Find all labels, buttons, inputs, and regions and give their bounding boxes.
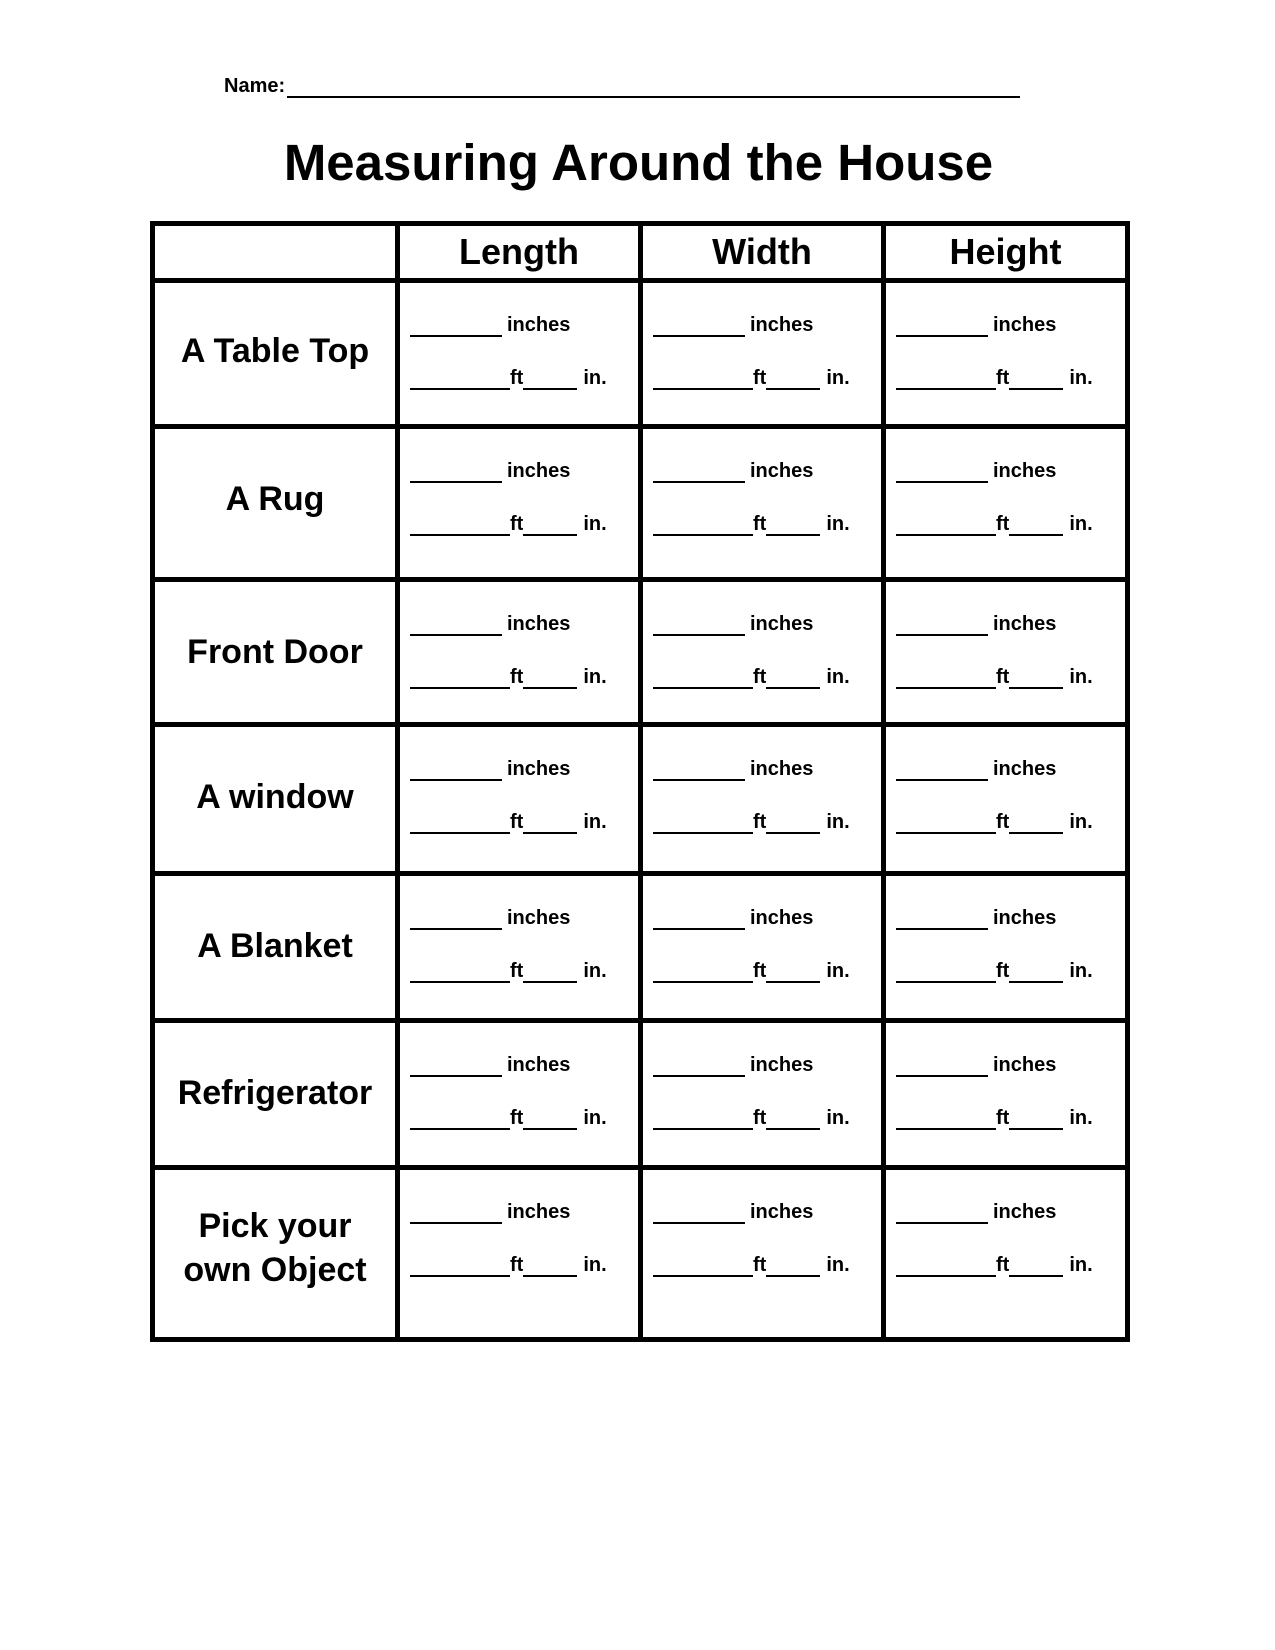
inches-unit-label: inches [750,460,814,482]
inches-blank[interactable] [896,1055,988,1077]
in-unit-label: in. [583,1254,607,1276]
feet-inches-line [410,1253,638,1277]
feet-blank[interactable] [653,1108,753,1130]
feet-unit-label: ft [510,367,524,389]
measurement-cell-length [398,1021,641,1168]
feet-blank[interactable] [896,667,996,689]
inches-line [896,1200,1125,1224]
feet-unit-label: ft [996,960,1010,982]
measurement-cell-length [398,281,641,427]
remaining-inches-blank[interactable] [523,812,577,834]
in-unit-label: in. [1069,513,1093,535]
remaining-inches-blank[interactable] [523,1255,577,1277]
inches-line [896,757,1125,781]
in-unit-label: in. [1069,960,1093,982]
feet-unit-label: ft [510,811,524,833]
feet-inches-line [653,1106,881,1130]
in-unit-label: in. [1069,811,1093,833]
inches-line [410,313,638,337]
measurement-cell-height [884,281,1128,427]
measurement-fields [886,1200,1125,1277]
inches-blank[interactable] [653,1202,745,1224]
table-row [153,1021,1128,1168]
inches-line [653,1053,881,1077]
row-item-label: A Table Top [153,281,398,427]
feet-unit-label: ft [753,1254,767,1276]
name-blank[interactable] [287,74,1020,98]
header-cell-width: Width [641,224,884,281]
feet-unit-label: ft [753,367,767,389]
header-cell-length: Length [398,224,641,281]
measurement-fields [643,906,881,983]
in-unit-label: in. [583,960,607,982]
inches-line [653,313,881,337]
inches-line [410,906,638,930]
feet-blank[interactable] [410,961,510,983]
feet-blank[interactable] [653,368,753,390]
inches-blank[interactable] [410,908,502,930]
inches-blank[interactable] [896,315,988,337]
inches-unit-label: inches [993,460,1057,482]
feet-inches-line [896,810,1125,834]
feet-blank[interactable] [410,812,510,834]
feet-blank[interactable] [410,1255,510,1277]
row-item-label: A Rug [153,427,398,580]
feet-inches-line [896,1253,1125,1277]
inches-line [653,906,881,930]
feet-blank[interactable] [410,667,510,689]
measurement-fields [643,612,881,689]
feet-unit-label: ft [510,1107,524,1129]
measurement-cell-height [884,1168,1128,1340]
feet-unit-label: ft [996,1254,1010,1276]
inches-line [410,612,638,636]
feet-blank[interactable] [896,812,996,834]
inches-unit-label: inches [750,1054,814,1076]
remaining-inches-blank[interactable] [523,1108,577,1130]
measurement-fields [400,757,638,834]
feet-unit-label: ft [753,811,767,833]
in-unit-label: in. [826,811,850,833]
remaining-inches-blank[interactable] [523,961,577,983]
feet-unit-label: ft [510,513,524,535]
name-field [224,74,1020,98]
measurement-fields [886,757,1125,834]
remaining-inches-blank[interactable] [766,667,820,689]
header-row [153,224,1128,281]
inches-unit-label: inches [507,907,571,929]
in-unit-label: in. [1069,1254,1093,1276]
in-unit-label: in. [583,666,607,688]
measurement-fields [400,612,638,689]
measurement-cell-width [641,725,884,874]
inches-unit-label: inches [507,1054,571,1076]
measurement-fields [400,1200,638,1277]
in-unit-label: in. [826,666,850,688]
measurement-cell-length [398,427,641,580]
feet-blank[interactable] [410,368,510,390]
table-row [153,281,1128,427]
table-row [153,725,1128,874]
feet-inches-line [653,665,881,689]
inches-line [896,612,1125,636]
in-unit-label: in. [826,367,850,389]
measurement-cell-length [398,725,641,874]
inches-unit-label: inches [507,1201,571,1223]
feet-unit-label: ft [996,1107,1010,1129]
inches-line [410,1200,638,1224]
measurement-table [150,221,1130,1342]
feet-blank[interactable] [896,961,996,983]
measurement-cell-length [398,874,641,1021]
inches-blank[interactable] [896,614,988,636]
measurement-fields [643,757,881,834]
feet-unit-label: ft [510,1254,524,1276]
inches-blank[interactable] [410,1202,502,1224]
inches-unit-label: inches [993,1054,1057,1076]
inches-line [410,1053,638,1077]
row-item-label: Refrigerator [153,1021,398,1168]
name-label: Name: [224,75,286,97]
row-item-label: Pick your own Object [153,1168,398,1340]
page-title: Measuring Around the House [283,134,994,191]
feet-unit-label: ft [753,1107,767,1129]
feet-inches-line [410,366,638,390]
feet-inches-line [896,959,1125,983]
remaining-inches-blank[interactable] [1009,667,1063,689]
measurement-cell-height [884,1021,1128,1168]
feet-inches-line [653,1253,881,1277]
inches-blank[interactable] [653,614,745,636]
measurement-cell-height [884,580,1128,725]
header-cell-height: Height [884,224,1128,281]
header-cell-blank [153,224,398,281]
feet-inches-line [896,665,1125,689]
table-row [153,874,1128,1021]
remaining-inches-blank[interactable] [523,368,577,390]
inches-blank[interactable] [653,461,745,483]
inches-blank[interactable] [410,315,502,337]
inches-line [653,1200,881,1224]
feet-blank[interactable] [653,667,753,689]
measurement-fields [886,612,1125,689]
inches-blank[interactable] [896,908,988,930]
feet-unit-label: ft [753,666,767,688]
inches-unit-label: inches [507,613,571,635]
feet-inches-line [410,1106,638,1130]
feet-unit-label: ft [510,666,524,688]
in-unit-label: in. [826,1107,850,1129]
measurement-cell-width [641,874,884,1021]
measurement-cell-length [398,1168,641,1340]
feet-blank[interactable] [410,1108,510,1130]
measurement-fields [886,1053,1125,1130]
inches-blank[interactable] [410,614,502,636]
remaining-inches-blank[interactable] [523,667,577,689]
inches-line [896,313,1125,337]
in-unit-label: in. [583,513,607,535]
feet-inches-line [653,366,881,390]
feet-unit-label: ft [996,811,1010,833]
feet-unit-label: ft [510,960,524,982]
inches-unit-label: inches [993,613,1057,635]
remaining-inches-blank[interactable] [766,1108,820,1130]
feet-blank[interactable] [896,1255,996,1277]
measurement-fields [643,1053,881,1130]
measurement-cell-height [884,725,1128,874]
measurement-cell-width [641,281,884,427]
feet-unit-label: ft [753,513,767,535]
measurement-fields [400,459,638,536]
measurement-fields [886,459,1125,536]
measurement-fields [400,906,638,983]
inches-blank[interactable] [653,759,745,781]
feet-inches-line [653,810,881,834]
inches-blank[interactable] [653,908,745,930]
feet-blank[interactable] [896,1108,996,1130]
inches-line [896,459,1125,483]
remaining-inches-blank[interactable] [766,514,820,536]
feet-unit-label: ft [996,367,1010,389]
row-item-label: A Blanket [153,874,398,1021]
inches-blank[interactable] [653,1055,745,1077]
remaining-inches-blank[interactable] [766,812,820,834]
inches-unit-label: inches [750,758,814,780]
inches-blank[interactable] [653,315,745,337]
measurement-cell-height [884,874,1128,1021]
feet-unit-label: ft [996,666,1010,688]
measurement-fields [400,313,638,390]
inches-unit-label: inches [507,758,571,780]
remaining-inches-blank[interactable] [1009,1108,1063,1130]
inches-line [410,459,638,483]
in-unit-label: in. [583,367,607,389]
inches-blank[interactable] [410,1055,502,1077]
feet-inches-line [410,512,638,536]
measurement-cell-width [641,427,884,580]
inches-unit-label: inches [750,1201,814,1223]
inches-blank[interactable] [896,461,988,483]
feet-unit-label: ft [753,960,767,982]
remaining-inches-blank[interactable] [523,514,577,536]
inches-line [653,757,881,781]
inches-line [653,612,881,636]
in-unit-label: in. [583,1107,607,1129]
measurement-cell-width [641,1168,884,1340]
feet-blank[interactable] [653,812,753,834]
feet-inches-line [896,1106,1125,1130]
inches-unit-label: inches [993,1201,1057,1223]
feet-inches-line [653,959,881,983]
feet-blank[interactable] [896,514,996,536]
measurement-fields [643,1200,881,1277]
feet-inches-line [653,512,881,536]
in-unit-label: in. [583,811,607,833]
feet-inches-line [896,366,1125,390]
measurement-cell-height [884,427,1128,580]
in-unit-label: in. [826,960,850,982]
inches-unit-label: inches [750,314,814,336]
inches-unit-label: inches [750,907,814,929]
row-item-label: A window [153,725,398,874]
remaining-inches-blank[interactable] [766,961,820,983]
in-unit-label: in. [826,1254,850,1276]
inches-blank[interactable] [896,759,988,781]
measurement-cell-width [641,1021,884,1168]
inches-unit-label: inches [507,314,571,336]
feet-unit-label: ft [996,513,1010,535]
remaining-inches-blank[interactable] [766,1255,820,1277]
feet-blank[interactable] [410,514,510,536]
inches-unit-label: inches [507,460,571,482]
feet-inches-line [410,810,638,834]
feet-blank[interactable] [653,514,753,536]
in-unit-label: in. [1069,1107,1093,1129]
remaining-inches-blank[interactable] [1009,812,1063,834]
in-unit-label: in. [1069,367,1093,389]
inches-blank[interactable] [896,1202,988,1224]
table-row [153,427,1128,580]
inches-unit-label: inches [993,314,1057,336]
measurement-cell-length [398,580,641,725]
in-unit-label: in. [826,513,850,535]
measurement-fields [886,906,1125,983]
inches-unit-label: inches [750,613,814,635]
inches-line [653,459,881,483]
remaining-inches-blank[interactable] [1009,1255,1063,1277]
feet-blank[interactable] [653,1255,753,1277]
measurement-cell-width [641,580,884,725]
inches-line [410,757,638,781]
feet-inches-line [410,665,638,689]
table-body [153,281,1128,1340]
feet-inches-line [896,512,1125,536]
row-item-label: Front Door [153,580,398,725]
table-row [153,580,1128,725]
inches-unit-label: inches [993,907,1057,929]
measurement-fields [643,459,881,536]
measurement-fields [643,313,881,390]
measurement-fields [886,313,1125,390]
table-row [153,1168,1128,1340]
feet-blank[interactable] [896,368,996,390]
remaining-inches-blank[interactable] [1009,961,1063,983]
in-unit-label: in. [1069,666,1093,688]
inches-line [896,906,1125,930]
inches-line [896,1053,1125,1077]
remaining-inches-blank[interactable] [766,368,820,390]
measurement-fields [400,1053,638,1130]
feet-inches-line [410,959,638,983]
remaining-inches-blank[interactable] [1009,368,1063,390]
feet-blank[interactable] [653,961,753,983]
remaining-inches-blank[interactable] [1009,514,1063,536]
inches-blank[interactable] [410,759,502,781]
inches-unit-label: inches [993,758,1057,780]
inches-blank[interactable] [410,461,502,483]
